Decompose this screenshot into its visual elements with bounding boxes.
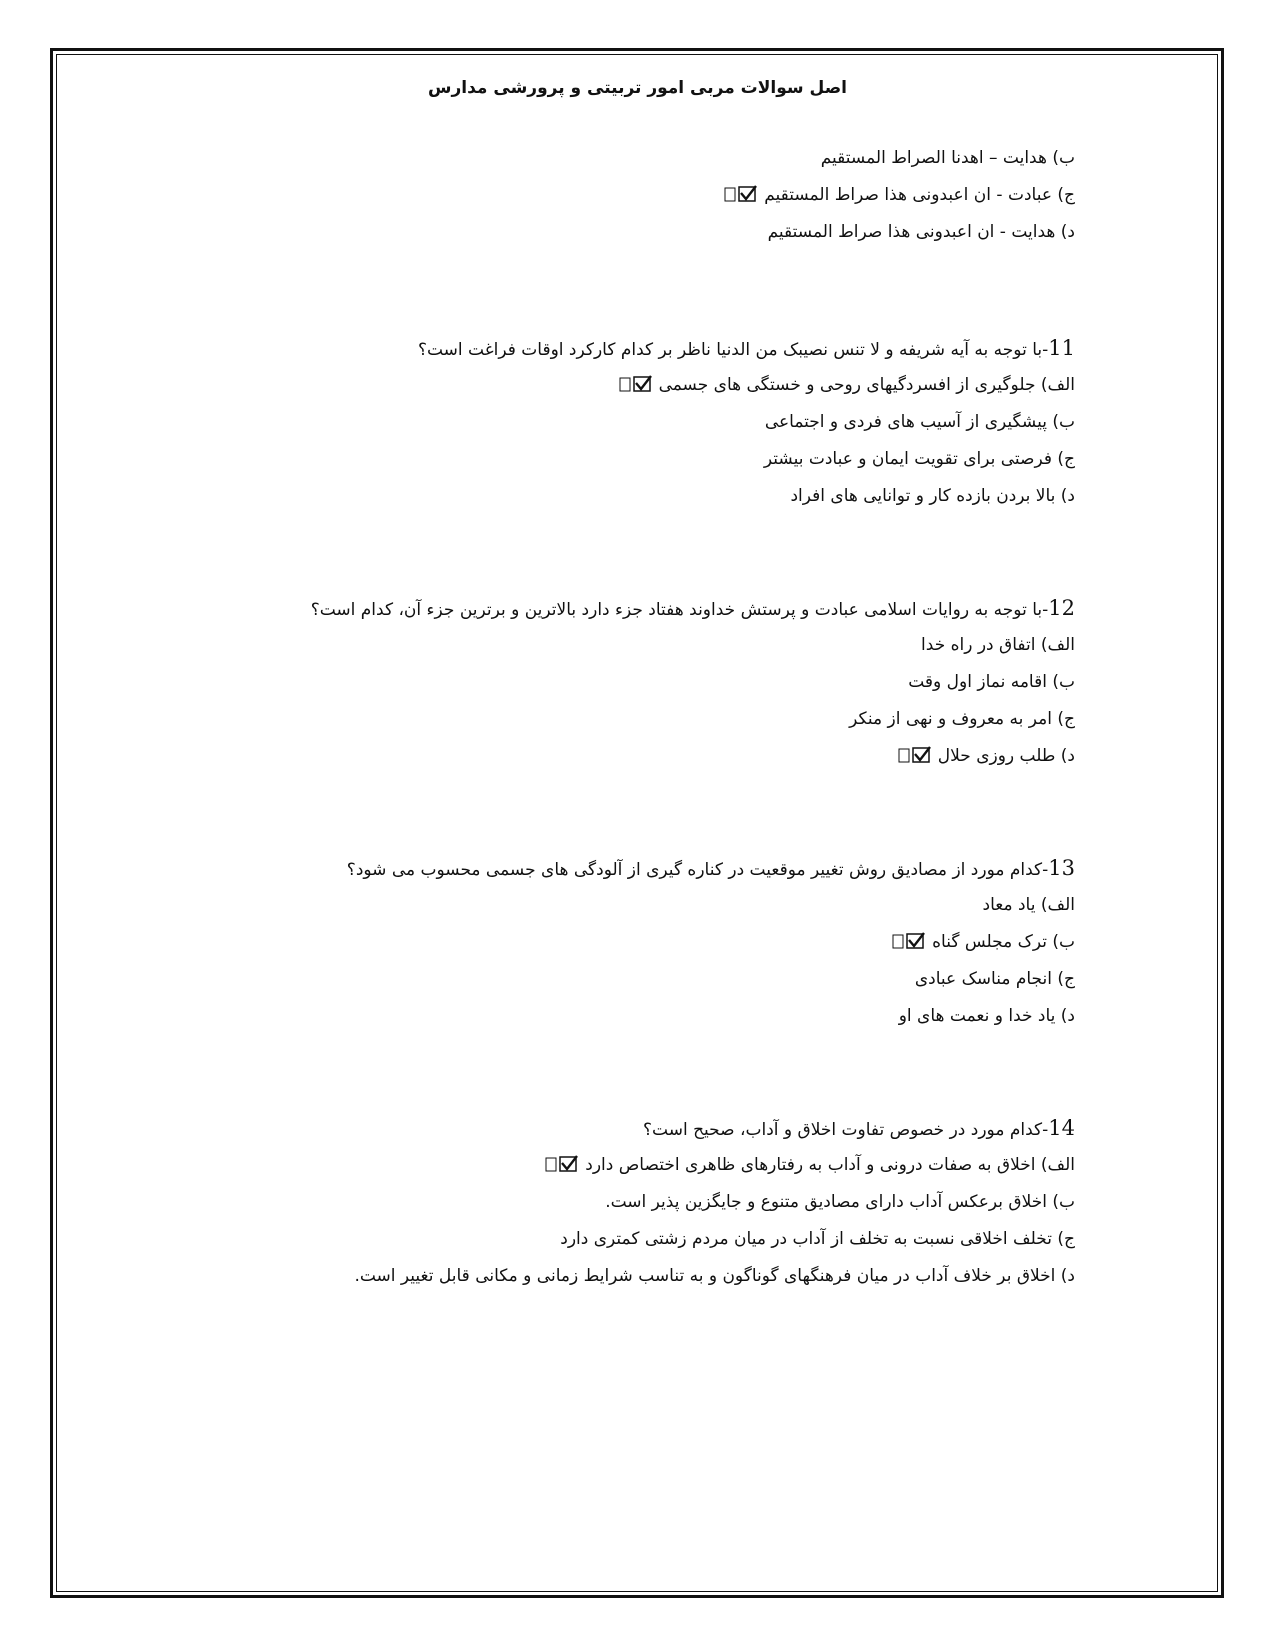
question-13	[175, 850, 1075, 1035]
option-a: الف) یاد معاد	[982, 895, 1075, 915]
question-text: 13-کدام مورد از مصادیق روش تغییر موقعیت در کناره گیری از آلودگی های جسمی محسوب می شود؟	[346, 856, 1075, 880]
option-c: ج) امر به معروف و نهی از منکر	[849, 709, 1075, 729]
checkbox-checked-icon	[619, 375, 653, 393]
option-b: ب) اقامه نماز اول وقت	[908, 672, 1075, 692]
checkbox-checked-icon	[898, 746, 932, 764]
option-a: الف) اتفاق در راه خدا	[921, 635, 1075, 655]
option-d: د) بالا بردن بازده کار و توانایی های افراد	[790, 486, 1075, 506]
question-text: 11-با توجه به آیه شریفه و لا تنس نصیبک من الدنیا ناظر بر کدام کارکرد اوقات فراغت است؟	[417, 336, 1075, 360]
option-c: ج) عبادت - ان اعبدونی هذا صراط المستقیم	[175, 177, 1075, 214]
option-b: ب) ترک مجلس گناه	[175, 924, 1075, 961]
option-c: ج) فرصتی برای تقویت ایمان و عبادت بیشتر	[763, 449, 1075, 469]
question-text: 12-با توجه به روایات اسلامی عبادت و پرستش خداوند هفتاد جزء دارد بالاترین و برترین جزء آن، کدام است؟	[310, 596, 1075, 620]
checkbox-checked-icon	[545, 1155, 579, 1173]
page-border-inner	[56, 54, 1218, 1592]
option-d: د) یاد خدا و نعمت های او	[898, 1006, 1075, 1026]
option-b: ب) هدایت – اهدنا الصراط المستقیم	[820, 148, 1075, 168]
option-d: د) هدایت - ان اعبدونی هذا صراط المستقیم	[767, 222, 1075, 242]
option-c: ج) تخلف اخلاقی نسبت به تخلف از آداب در میان مردم زشتی کمتری دارد	[560, 1229, 1075, 1249]
option-b: ب) پیشگیری از آسیب های فردی و اجتماعی	[764, 412, 1075, 432]
option-d: د) اخلاق بر خلاف آداب در میان فرهنگهای گوناگون و به تناسب شرایط زمانی و مکانی قابل تغییر است.	[354, 1266, 1075, 1286]
question-12	[175, 590, 1075, 775]
page-title: اصل سوالات مربی امور تربیتی و پرورشی مدارس	[428, 78, 847, 98]
checkbox-checked-icon	[724, 185, 758, 203]
checkbox-checked-icon	[892, 932, 926, 950]
question-text: 14-کدام مورد در خصوص تفاوت اخلاق و آداب، صحیح است؟	[642, 1116, 1075, 1140]
option-d: د) طلب روزی حلال	[175, 738, 1075, 775]
option-c: ج) انجام مناسک عبادی	[914, 969, 1075, 989]
option-a: الف) اخلاق به صفات درونی و آداب به رفتارهای ظاهری اختصاص دارد	[175, 1147, 1075, 1184]
question-10-continued	[175, 140, 1075, 251]
option-b: ب) اخلاق برعکس آداب دارای مصادیق متنوع و جایگزین پذیر است.	[605, 1192, 1075, 1212]
question-14	[175, 1110, 1075, 1295]
question-11	[175, 330, 1075, 515]
option-a: الف) جلوگیری از افسردگیهای روحی و خستگی های جسمی	[175, 367, 1075, 404]
